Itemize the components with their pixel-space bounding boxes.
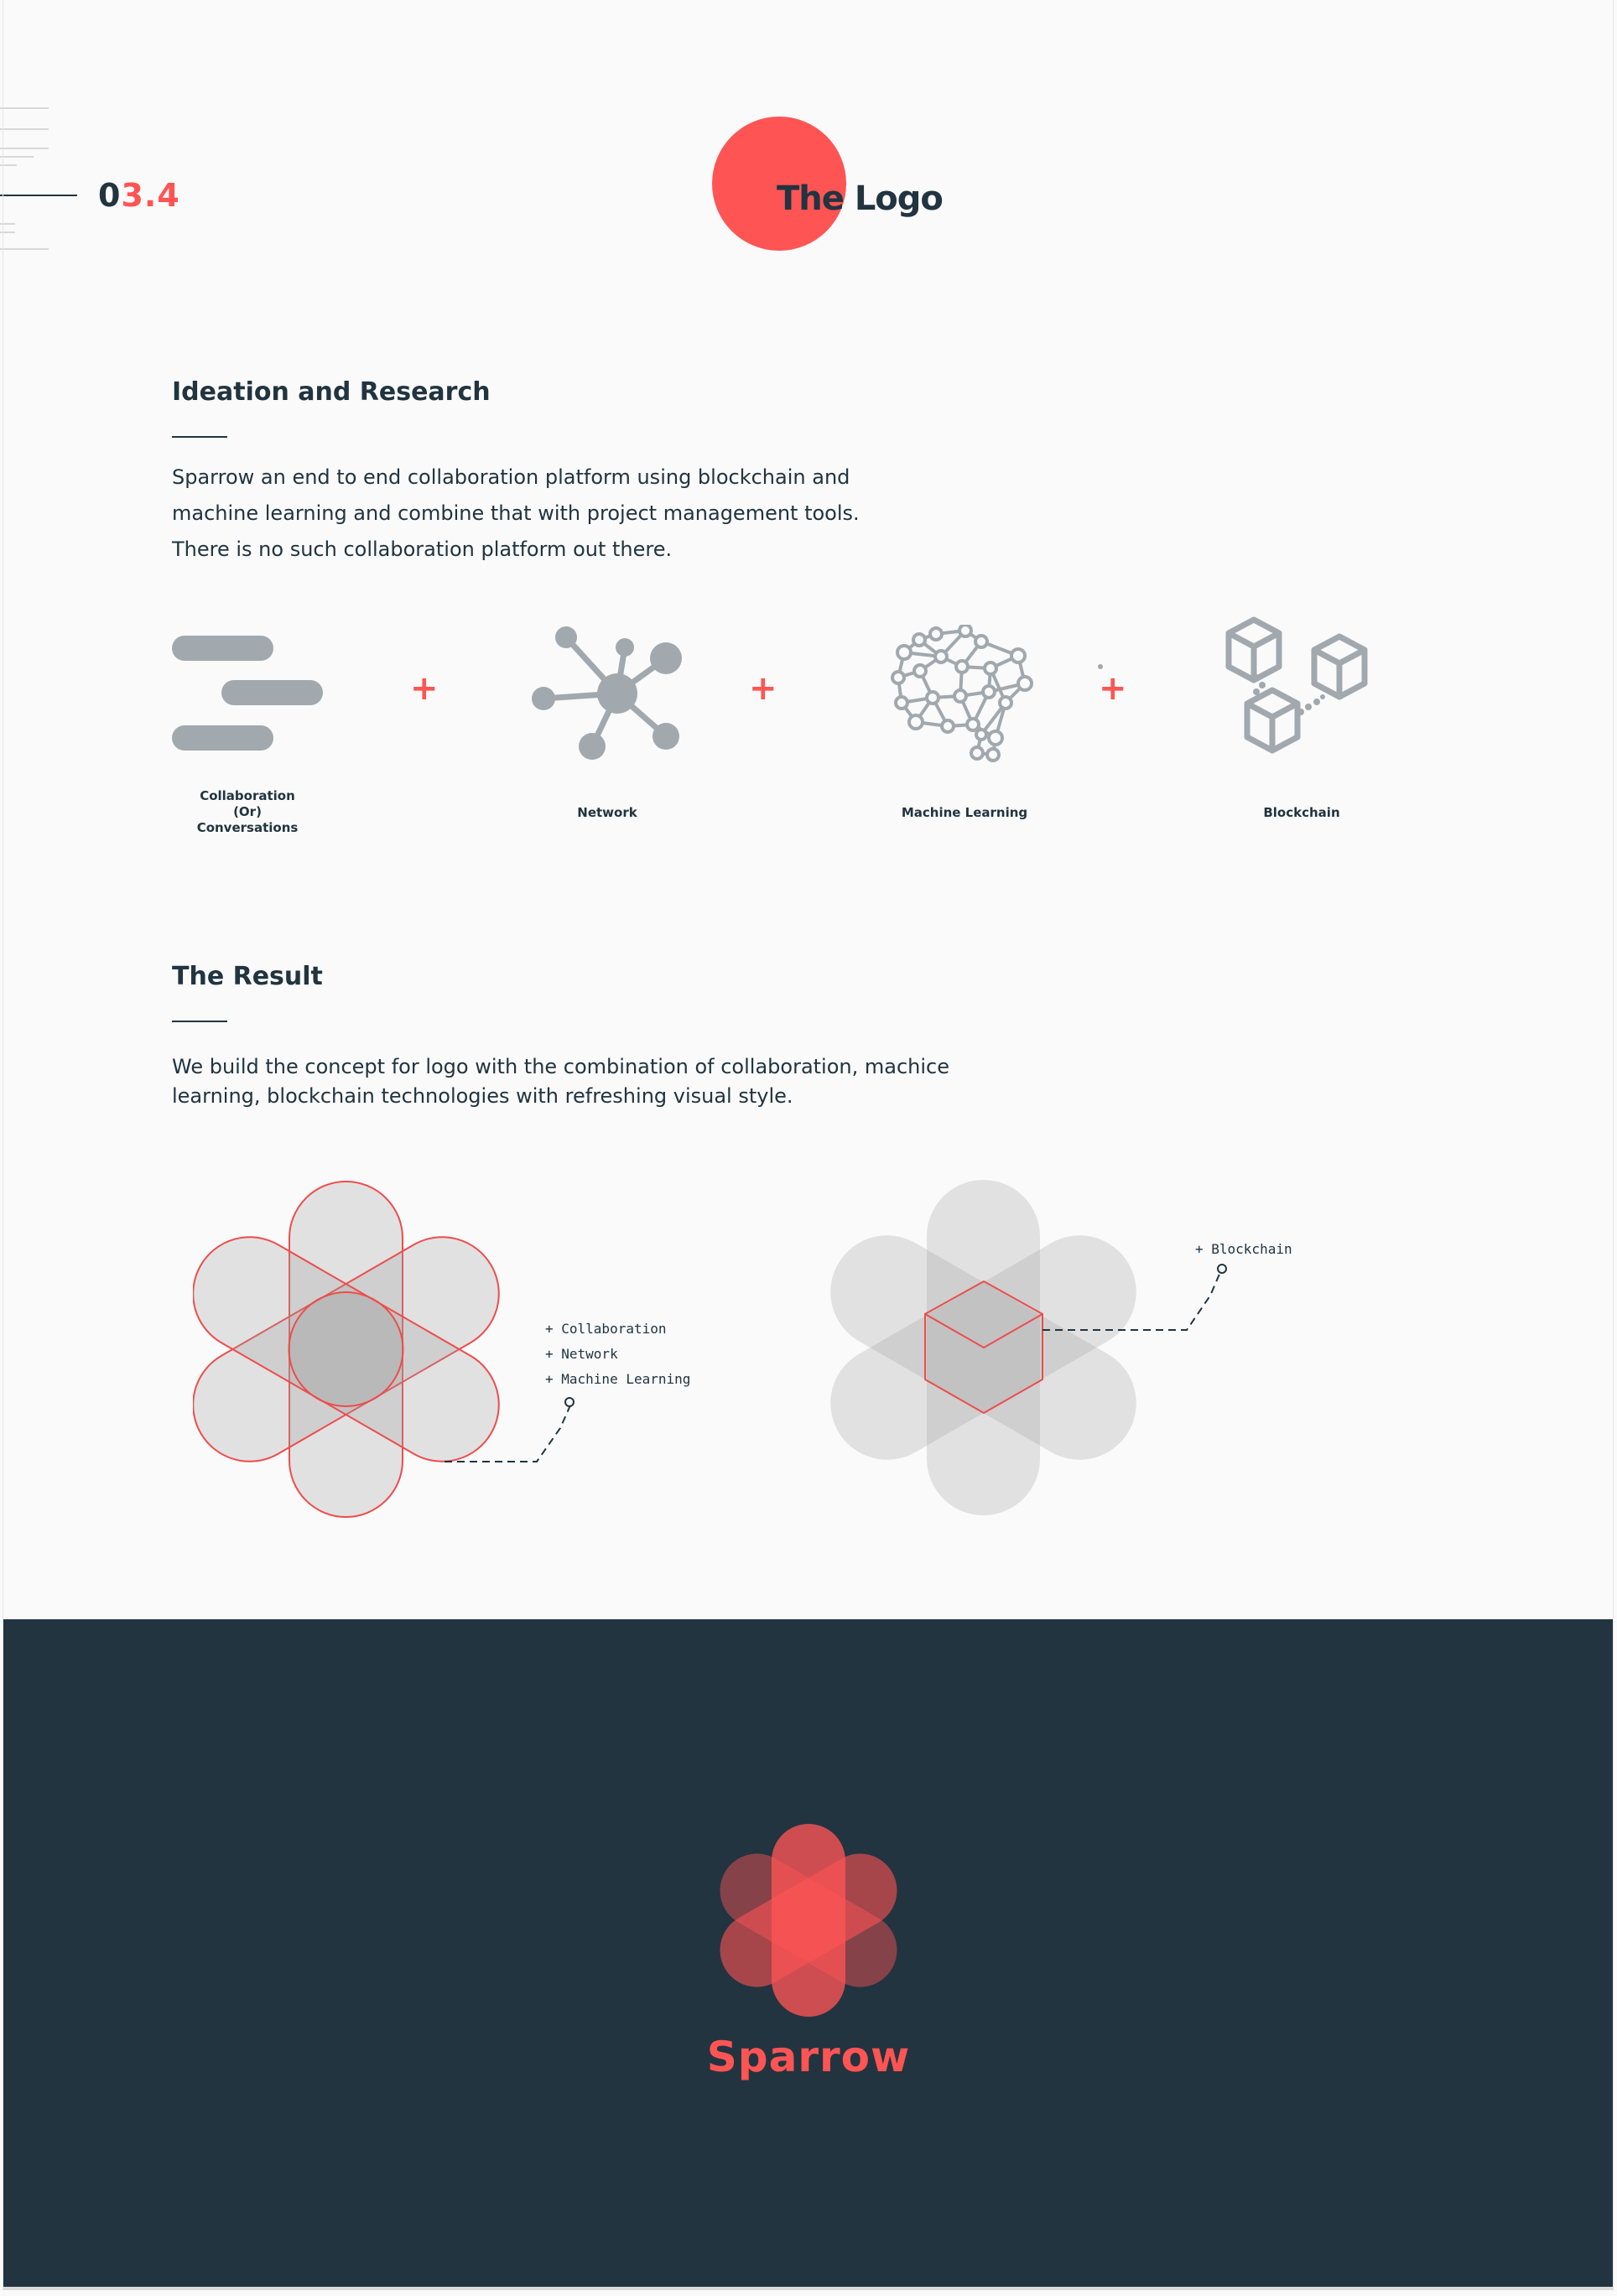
plus-icon: + — [410, 669, 439, 708]
brand-name: Sparrow — [706, 2033, 911, 2081]
machine-learning-icon — [891, 625, 1038, 766]
concept-sketch-blockchain — [826, 1178, 1296, 1518]
heading-rule — [172, 436, 227, 438]
decor-line — [0, 223, 15, 225]
blockchain-label: Blockchain — [1263, 805, 1340, 820]
decor-line — [0, 128, 49, 130]
page-title: The Logo — [777, 179, 943, 218]
ideation-line: There is no such collaboration platform out there. — [172, 538, 673, 561]
ideation-paragraph — [172, 460, 927, 568]
ideation-line: machine learning and combine that with project management tools. — [172, 501, 860, 525]
machine-learning-label: Machine Learning — [901, 805, 1028, 820]
network-icon — [528, 625, 688, 767]
decor-line-active — [0, 195, 77, 196]
ideation-line: Sparrow an end to end collaboration platform using blockchain and — [172, 465, 850, 489]
result-paragraph — [172, 1052, 1011, 1111]
decor-line — [0, 164, 17, 166]
heading-rule — [172, 1021, 227, 1022]
sparrow-logo-mark — [720, 1822, 897, 2018]
section-number: 03.4 — [98, 177, 180, 214]
decor-line — [0, 231, 15, 233]
decor-line — [0, 248, 49, 250]
plus-icon: + — [749, 669, 777, 708]
decor-line — [0, 156, 34, 158]
concept-notes-left: + Collaboration + Network + Machine Learning — [545, 1321, 691, 1387]
decor-line — [0, 148, 49, 149]
result-heading: The Result — [172, 962, 323, 991]
decor-line — [0, 107, 49, 109]
result-line: We build the concept for logo with the combination of collaboration, machice — [172, 1055, 949, 1078]
concept-note-right: + Blockchain — [1195, 1241, 1292, 1257]
plus-icon: + — [1099, 669, 1127, 708]
blockchain-icon — [1220, 616, 1388, 771]
ideation-heading: Ideation and Research — [172, 377, 491, 407]
network-label: Network — [577, 805, 637, 820]
collaboration-label: Collaboration (Or) Conversations — [196, 788, 299, 835]
result-line: learning, blockchain technologies with refreshing visual style. — [172, 1084, 793, 1108]
collaboration-icon — [172, 633, 328, 756]
